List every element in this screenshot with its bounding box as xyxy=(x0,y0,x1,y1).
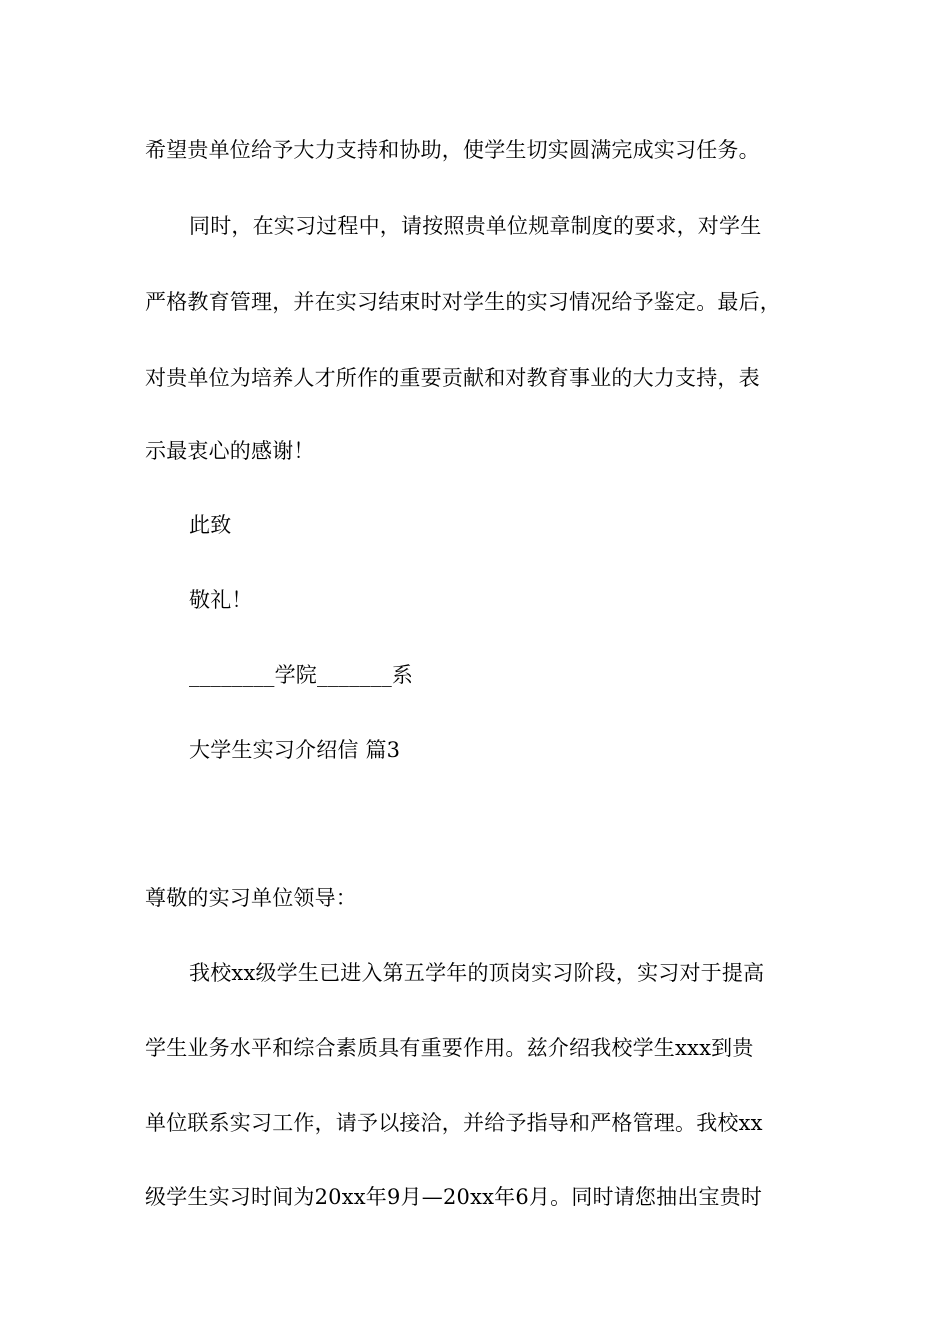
paragraph-line: 我校xx级学生已进入第五学年的顶岗实习阶段，实习对于提高 xyxy=(189,961,765,985)
salutation-closing: 此致 xyxy=(189,513,232,537)
paragraph-line: 严格教育管理，并在实习结束时对学生的实习情况给予鉴定。最后， xyxy=(145,290,781,314)
signature-line: ________学院_______系 xyxy=(189,663,414,687)
paragraph-line: 单位联系实习工作，请予以接洽，并给予指导和严格管理。我校xx xyxy=(145,1111,763,1135)
salutation-regards: 敬礼！ xyxy=(189,588,253,612)
paragraph-line: 希望贵单位给予大力支持和协助，使学生切实圆满完成实习任务。 xyxy=(145,138,760,162)
paragraph-line: 示最衷心的感谢！ xyxy=(145,439,315,463)
paragraph-line: 级学生实习时间为20xx年9月—20xx年6月。同时请您抽出宝贵时 xyxy=(145,1185,763,1209)
letter-greeting: 尊敬的实习单位领导： xyxy=(145,886,357,910)
paragraph-line: 学生业务水平和综合素质具有重要作用。兹介绍我校学生xxx到贵 xyxy=(145,1036,754,1060)
section-heading: 大学生实习介绍信 篇3 xyxy=(189,738,401,762)
paragraph-line: 对贵单位为培养人才所作的重要贡献和对教育事业的大力支持，表 xyxy=(145,366,760,390)
paragraph-line: 同时，在实习过程中，请按照贵单位规章制度的要求，对学生 xyxy=(189,214,762,238)
